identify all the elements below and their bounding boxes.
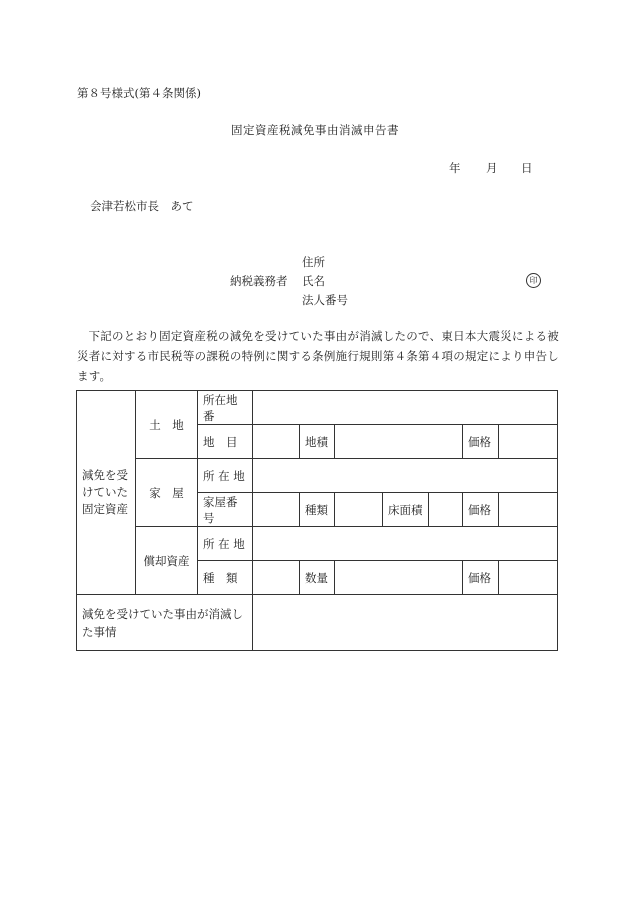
date-day-label: 日 [521,161,533,175]
land-price-field[interactable] [499,425,558,459]
taxpayer-label: 納税義務者 [230,274,288,288]
table-row [77,595,558,651]
house-number-field[interactable] [253,493,300,527]
depreciable-quantity-label: 数量 [300,561,335,595]
land-location-field[interactable] [253,391,558,425]
depreciable-location-field[interactable] [253,527,558,561]
name-label: 氏名 [302,274,325,288]
house-location-field[interactable] [253,459,558,493]
table-row [77,459,558,493]
depreciable-type-field[interactable] [253,561,300,595]
house-price-field[interactable] [499,493,558,527]
land-price-label: 価格 [463,425,499,459]
form-number: 第８号様式(第４条関係) [77,86,201,100]
addressee: 会津若松市長 あて [90,199,194,213]
table-row [77,527,558,561]
house-type-label: 種類 [300,493,335,527]
reason-label: 減免を受けていた事由が消滅した事情 [77,595,253,651]
land-category-field[interactable] [253,425,300,459]
house-category-text: 家 屋 [149,485,184,500]
land-category [136,391,198,459]
house-category [136,459,198,527]
corporate-number-label: 法人番号 [302,293,348,307]
table-row [77,391,558,425]
depreciable-category [136,527,198,595]
date-year-label: 年 [449,161,461,175]
land-area-field[interactable] [335,425,463,459]
depreciable-price-label: 価格 [463,561,499,595]
depreciable-location-label: 所 在 地 [198,527,253,561]
document-title: 固定資産税減免事由消滅申告書 [231,123,399,137]
asset-row-header-text: 減免を受けていた固定資産 [82,468,128,516]
land-area-label: 地積 [300,425,335,459]
house-type-field[interactable] [335,493,383,527]
asset-table [76,390,558,651]
date-month-label: 月 [486,161,498,175]
house-price-label: 価格 [463,493,499,527]
depreciable-type-label: 種 類 [198,561,253,595]
depreciable-price-field[interactable] [499,561,558,595]
address-label: 住所 [302,255,325,269]
land-category-text: 土 地 [149,417,184,432]
house-floor-area-field[interactable] [429,493,463,527]
land-category-label: 地 目 [198,425,253,459]
depreciable-category-text: 償却資産 [143,553,190,568]
land-location-label: 所在地番 [198,391,253,425]
house-floor-area-label: 床面積 [383,493,429,527]
seal-icon: 印 [526,273,541,288]
depreciable-quantity-field[interactable] [335,561,463,595]
asset-row-header [77,391,136,595]
reason-field[interactable] [253,595,558,651]
house-location-label: 所 在 地 [198,459,253,493]
house-number-label: 家屋番号 [198,493,253,527]
declaration-text: 下記のとおり固定資産税の減免を受けていた事由が消滅したので、東日本大震災による被災者に対する市民税等の課税の特例に関する条例施行規則第４条第４項の規定により申告します。 [77,329,559,383]
